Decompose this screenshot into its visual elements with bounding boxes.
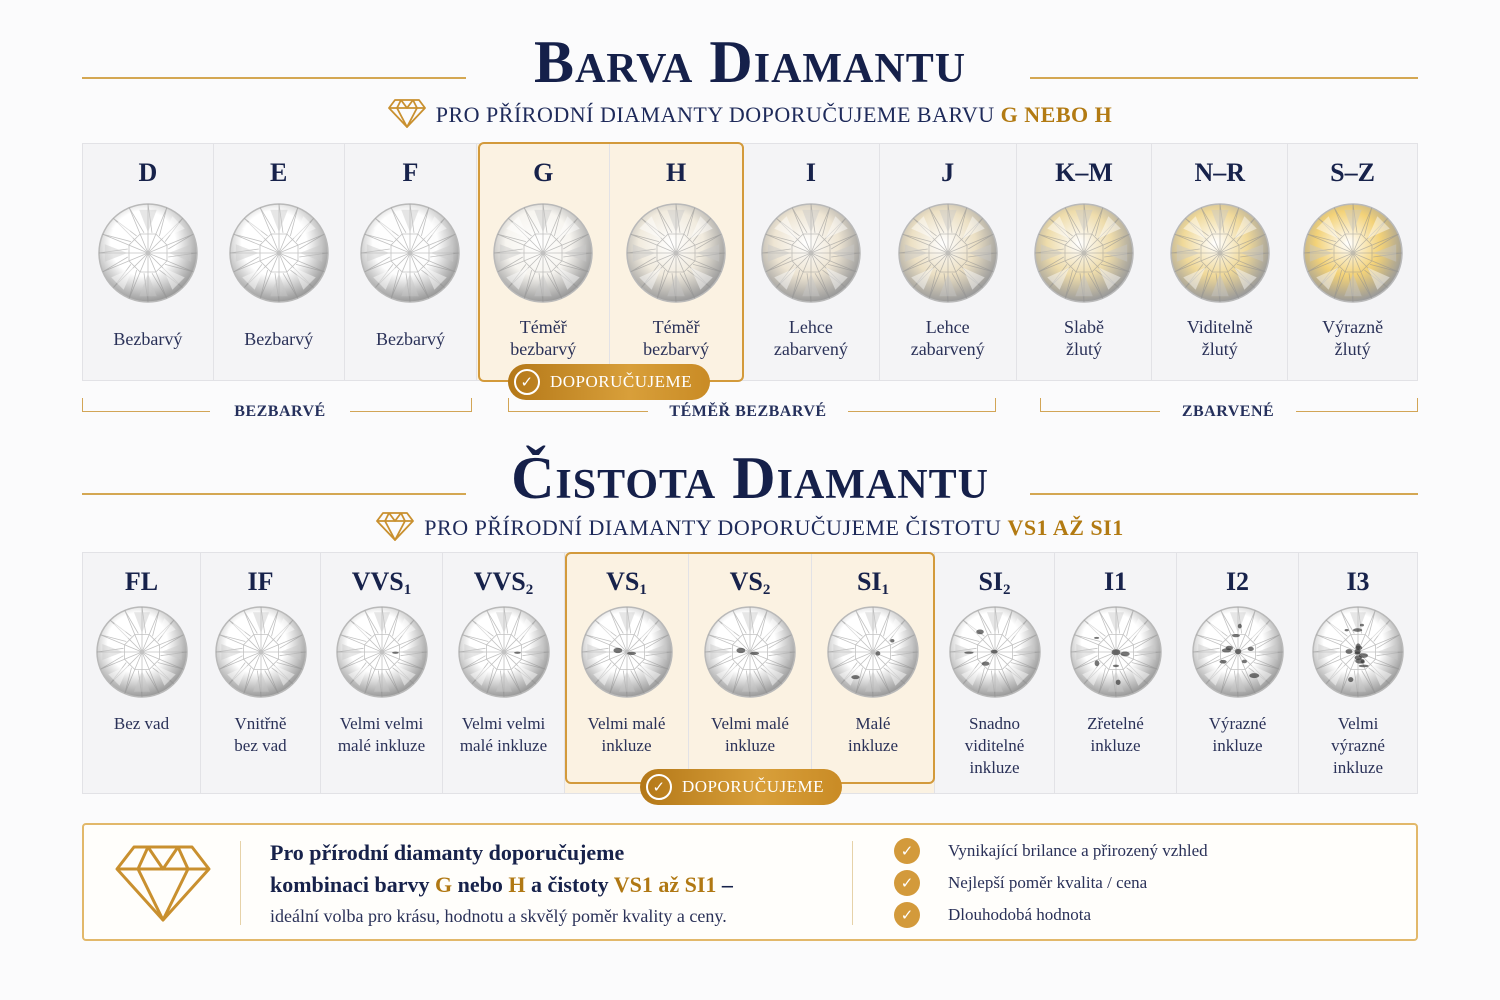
clarity-grade-card — [812, 553, 935, 793]
benefit-text: Vynikající brilance a přirozený vzhled — [948, 841, 1208, 860]
description-line: žlutý — [1065, 339, 1102, 359]
diamond-image — [703, 605, 797, 703]
description-line: inkluze — [969, 758, 1020, 777]
description-line: žlutý — [1334, 339, 1371, 359]
color-grade-row — [82, 143, 1418, 381]
grade-description — [1021, 316, 1148, 360]
color-recommended-label: DOPORUČUJEME — [550, 372, 693, 391]
grade-main: IF — [247, 567, 274, 596]
description-line: Téměř — [519, 317, 567, 337]
diamond-image — [1169, 202, 1271, 308]
diamond-image — [948, 605, 1042, 703]
description-line: Malé — [855, 714, 891, 733]
description-line: Zřetelné — [1087, 714, 1144, 733]
diamond-image — [1069, 605, 1163, 703]
grade-subscript: 2 — [762, 582, 771, 598]
summary-text-part: – — [716, 872, 733, 897]
summary-color-g: G — [435, 872, 453, 897]
description-line: bezbarvý — [510, 339, 577, 359]
description-line: Velmi — [1337, 714, 1379, 733]
grade-description — [447, 713, 560, 757]
grade-description — [693, 713, 807, 757]
grade-description — [205, 713, 316, 757]
grade-label — [1299, 567, 1417, 597]
color-grade-card — [345, 144, 478, 380]
grade-description — [1292, 316, 1413, 360]
grade-label: S–Z — [1330, 158, 1375, 187]
description-line: Velmi malé — [711, 714, 789, 733]
summary-box — [82, 823, 1418, 941]
grade-description — [884, 316, 1012, 360]
grade-main: SI — [978, 567, 1004, 596]
description-line: Vnitřně — [234, 714, 287, 733]
group-label-near-colorless: TÉMĚŘ BEZBARVÉ — [648, 403, 848, 421]
color-grade-card — [214, 144, 345, 380]
clarity-recommended-badge — [640, 769, 842, 805]
description-line: zabarvený — [910, 339, 985, 359]
color-grade-card — [477, 144, 610, 380]
description-line: Velmi velmi — [339, 714, 424, 733]
description-line: Bezbarvý — [113, 329, 183, 349]
color-grade-card — [1152, 144, 1288, 380]
check-icon: ✓ — [894, 870, 920, 896]
check-icon: ✓ — [514, 369, 540, 395]
description-line: Výrazné — [1208, 714, 1267, 733]
grade-description — [747, 316, 875, 360]
clarity-grade-card — [83, 553, 201, 793]
clarity-grade-card — [1299, 553, 1417, 793]
description-line: Výrazně — [1322, 317, 1384, 337]
description-line: Lehce — [925, 317, 970, 337]
description-line: malé inkluze — [337, 736, 426, 755]
grade-main: VVS — [473, 567, 526, 596]
grade-description — [1181, 713, 1294, 757]
grade-description — [481, 316, 605, 360]
color-title: Barva Diamantu — [533, 29, 967, 95]
grade-main: I2 — [1225, 567, 1250, 596]
grade-label — [689, 567, 811, 599]
clarity-grade-card — [443, 553, 565, 793]
grade-main: SI — [856, 567, 882, 596]
description-line: viditelné — [964, 736, 1025, 755]
diamond-image — [625, 202, 727, 308]
grade-label — [1177, 567, 1298, 597]
diamond-outline-icon — [376, 511, 414, 547]
grade-label: F — [402, 158, 419, 187]
grade-label — [201, 567, 320, 597]
diamond-image — [95, 605, 189, 703]
diamond-image — [580, 605, 674, 703]
grade-description — [1059, 713, 1172, 757]
description-line: Téměř — [652, 317, 700, 337]
grade-subscript: 1 — [403, 582, 412, 598]
clarity-subtitle-highlight: VS1 AŽ SI1 — [1007, 515, 1124, 540]
clarity-grade-card — [321, 553, 443, 793]
description-line: bez vad — [234, 736, 287, 755]
description-line: Bezbarvý — [244, 329, 314, 349]
diamond-outline-icon — [388, 98, 426, 134]
description-line: výrazné — [1331, 736, 1385, 755]
description-line: zabarvený — [773, 339, 848, 359]
color-subtitle-highlight: G NEBO H — [1000, 102, 1113, 127]
diamond-image — [97, 202, 199, 308]
grade-label: G — [533, 158, 554, 187]
diamond-image — [492, 202, 594, 308]
diamond-image — [359, 202, 461, 308]
group-label-colored: ZBARVENÉ — [1160, 403, 1296, 421]
grade-label — [812, 567, 934, 599]
color-grade-card — [1288, 144, 1417, 380]
grade-label: N–R — [1194, 158, 1246, 187]
grade-description — [87, 328, 209, 350]
description-line: malé inkluze — [459, 736, 548, 755]
benefit-item — [894, 837, 1208, 865]
description-line: Velmi velmi — [461, 714, 546, 733]
diamond-image — [1033, 202, 1135, 308]
grade-label: D — [138, 158, 158, 187]
grade-label — [1055, 567, 1176, 597]
description-line: Viditelně — [1186, 317, 1253, 337]
summary-text-part: kombinaci barvy — [270, 872, 436, 897]
grade-description — [87, 713, 196, 735]
grade-label — [565, 567, 688, 599]
summary-divider-left — [240, 841, 241, 925]
grade-description — [325, 713, 438, 757]
description-line: Velmi malé — [587, 714, 666, 733]
grade-description — [614, 316, 738, 360]
color-grade-card — [1017, 144, 1153, 380]
clarity-grade-card — [201, 553, 321, 793]
color-recommended-badge — [508, 364, 710, 400]
summary-text-part: nebo — [452, 872, 509, 897]
diamond-image — [1311, 605, 1405, 703]
check-icon: ✓ — [646, 774, 672, 800]
description-line: Bez vad — [113, 714, 170, 733]
grade-label: E — [270, 158, 288, 187]
grade-label — [443, 567, 564, 599]
diamond-image — [1302, 202, 1404, 308]
grade-description — [218, 328, 340, 350]
clarity-grade-card — [1177, 553, 1299, 793]
grade-description — [349, 328, 473, 350]
clarity-recommended-label: DOPORUČUJEME — [682, 777, 825, 796]
benefit-text: Nejlepší poměr kvalita / cena — [948, 873, 1148, 892]
grade-main: VVS — [351, 567, 404, 596]
summary-text — [270, 837, 733, 931]
check-icon: ✓ — [894, 902, 920, 928]
color-subtitle — [0, 98, 1500, 134]
grade-label — [935, 567, 1054, 599]
grade-label: H — [665, 158, 687, 187]
diamond-image — [214, 605, 308, 703]
color-grade-card — [880, 144, 1017, 380]
color-grade-card — [610, 144, 743, 380]
diamond-image — [897, 202, 999, 308]
grade-main: VS — [729, 567, 763, 596]
grade-main: FL — [124, 567, 159, 596]
summary-line-1: Pro přírodní diamanty doporučujeme — [270, 840, 625, 865]
description-line: Lehce — [788, 317, 833, 337]
description-line: inkluze — [1332, 758, 1384, 777]
description-line: bezbarvý — [643, 339, 710, 359]
grade-label: K–M — [1055, 158, 1113, 187]
color-grade-card — [83, 144, 214, 380]
benefit-item — [894, 901, 1091, 929]
grade-description — [816, 713, 930, 757]
grade-description — [1156, 316, 1283, 360]
grade-label: I — [805, 158, 816, 187]
summary-line-3: ideální volba pro krásu, hodnotu a skvělý poměr kvality a ceny. — [270, 906, 727, 926]
description-line: Snadno — [969, 714, 1020, 733]
diamond-image — [335, 605, 429, 703]
benefit-text: Dlouhodobá hodnota — [948, 905, 1092, 924]
clarity-title: Čistota Diamantu — [511, 445, 989, 511]
description-line: Bezbarvý — [376, 329, 445, 349]
description-line: žlutý — [1201, 339, 1238, 359]
description-line: inkluze — [601, 736, 652, 755]
summary-text-part: a čistoty — [525, 872, 614, 897]
clarity-subtitle-text: PRO PŘÍRODNÍ DIAMANTY DOPORUČUJEME ČISTOTU — [424, 515, 1002, 540]
clarity-subtitle — [0, 511, 1500, 547]
color-subtitle-text: PRO PŘÍRODNÍ DIAMANTY DOPORUČUJEME BARVU — [435, 102, 995, 127]
clarity-grade-card — [565, 553, 689, 793]
grade-label — [321, 567, 442, 599]
clarity-grade-card — [1055, 553, 1177, 793]
diamond-image — [1191, 605, 1285, 703]
description-line: inkluze — [847, 736, 899, 755]
grade-label — [83, 567, 200, 597]
grade-description — [1303, 713, 1413, 779]
description-line: inkluze — [1212, 736, 1263, 755]
group-label-colorless: BEZBARVÉ — [210, 403, 350, 421]
grade-subscript: 2 — [1003, 582, 1011, 598]
check-icon: ✓ — [894, 838, 920, 864]
diamond-outline-icon — [114, 843, 212, 927]
grade-description — [569, 713, 684, 757]
grade-label: J — [941, 158, 955, 187]
color-grade-card — [743, 144, 880, 380]
summary-line-2 — [270, 869, 733, 901]
clarity-grade-card — [935, 553, 1055, 793]
grade-subscript: 2 — [525, 582, 534, 598]
summary-divider-right — [852, 841, 853, 925]
clarity-grade-row — [82, 552, 1418, 794]
diamond-image — [826, 605, 920, 703]
diamond-image — [760, 202, 862, 308]
grade-main: I1 — [1103, 567, 1128, 596]
clarity-grade-card — [689, 553, 812, 793]
grade-main: VS — [606, 567, 640, 596]
grade-subscript: 1 — [881, 582, 890, 598]
diamond-image — [228, 202, 330, 308]
summary-color-h: H — [508, 872, 526, 897]
description-line: inkluze — [1090, 736, 1141, 755]
grade-subscript: 1 — [639, 582, 647, 598]
benefit-item — [894, 869, 1147, 897]
grade-description — [939, 713, 1050, 779]
grade-main: I3 — [1346, 567, 1370, 596]
description-line: inkluze — [724, 736, 776, 755]
description-line: Slabě — [1063, 317, 1104, 337]
summary-clarity-range: VS1 až SI1 — [613, 872, 717, 897]
diamond-image — [457, 605, 551, 703]
